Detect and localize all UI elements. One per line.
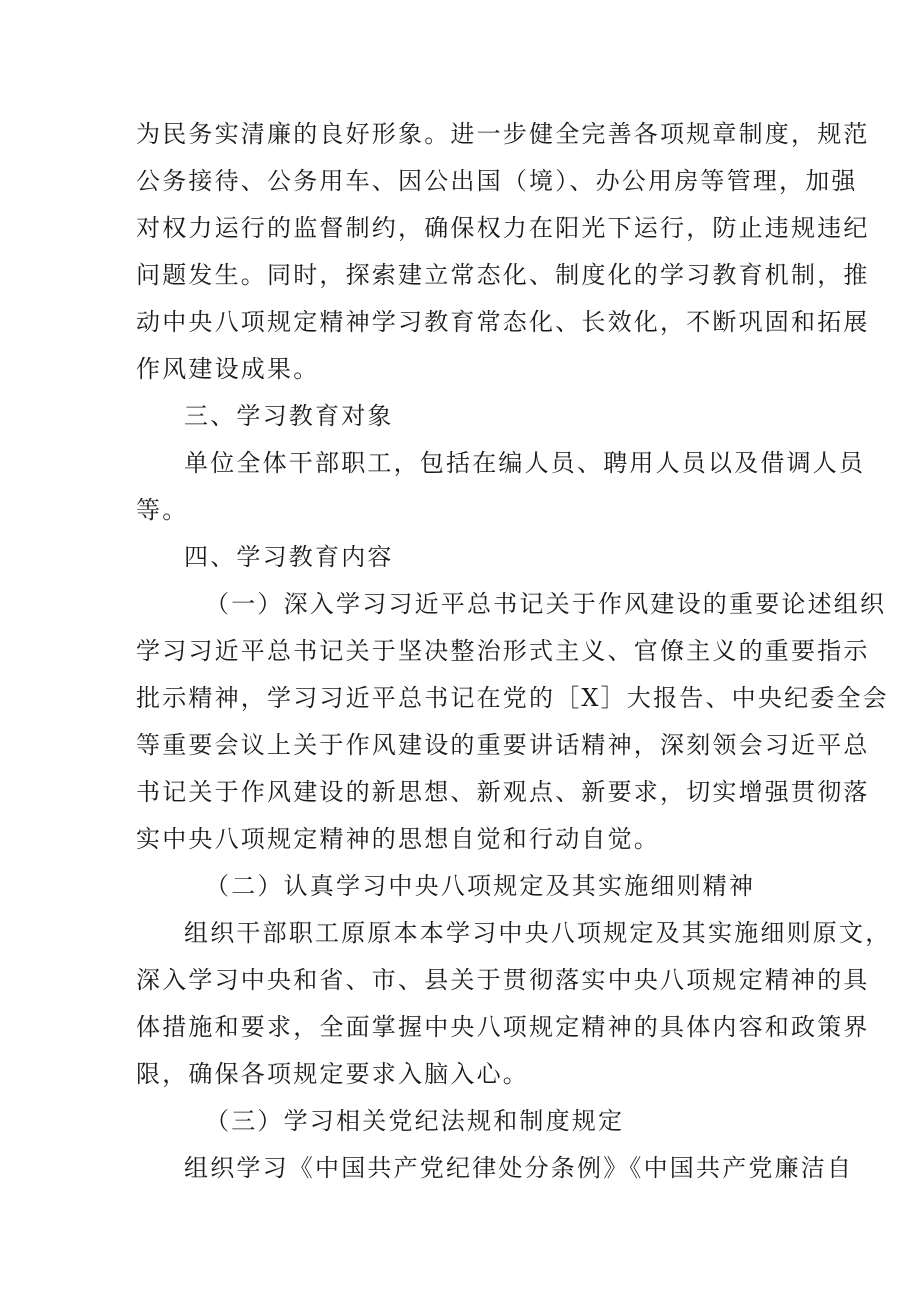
paragraph-line: 限，确保各项规定要求入脑入心。	[136, 1060, 529, 1088]
paragraph-line: 等重要会议上关于作风建设的重要讲话精神，深刻领会习近平总	[136, 731, 870, 759]
paragraph-line: 动中央八项规定精神学习教育常态化、长效化，不断巩固和拓展	[136, 308, 870, 336]
subsection-heading-3: （三）学习相关党纪法规和制度规定	[205, 1107, 625, 1135]
paragraph-line: 深入学习中央和省、市、县关于贯彻落实中央八项规定精神的具	[136, 966, 870, 994]
paragraph-line: 问题发生。同时，探索建立常态化、制度化的学习教育机制，推	[136, 261, 870, 289]
paragraph-line: 体措施和要求，全面掌握中央八项规定精神的具体内容和政策界	[136, 1013, 870, 1041]
paragraph-line: 公务接待、公务用车、因公出国（境）、办公用房等管理，加强	[136, 167, 858, 195]
paragraph-line: 对权力运行的监督制约，确保权力在阳光下运行，防止违规违纪	[136, 214, 870, 242]
paragraph-line: 单位全体干部职工，包括在编人员、聘用人员以及借调人员	[184, 449, 866, 477]
section-heading-audience: 三、学习教育对象	[184, 402, 394, 430]
paragraph-line: 作风建设成果。	[136, 355, 320, 383]
subsection-heading-2: （二）认真学习中央八项规定及其实施细则精神	[205, 872, 756, 900]
paragraph-line: 实中央八项规定精神的思想自觉和行动自觉。	[136, 825, 660, 853]
paragraph-line: 学习习近平总书记关于坚决整治形式主义、官僚主义的重要指示	[136, 637, 870, 665]
subsection-heading-1: （一）深入学习习近平总书记关于作风建设的重要论述组织	[205, 590, 887, 618]
paragraph-line: 组织学习《中国共产党纪律处分条例》《中国共产党廉洁自	[184, 1154, 854, 1182]
section-heading-content: 四、学习教育内容	[184, 543, 394, 571]
paragraph-line: 组织干部职工原原本本学习中央八项规定及其实施细则原文，	[184, 919, 892, 947]
paragraph-line: 批示精神，学习习近平总书记在党的［X］大报告、中央纪委全会	[136, 684, 889, 712]
paragraph-line: 书记关于作风建设的新思想、新观点、新要求，切实增强贯彻落	[136, 778, 870, 806]
paragraph-line: 等。	[136, 496, 189, 524]
paragraph-line: 为民务实清廉的良好形象。进一步健全完善各项规章制度，规范	[136, 120, 870, 148]
